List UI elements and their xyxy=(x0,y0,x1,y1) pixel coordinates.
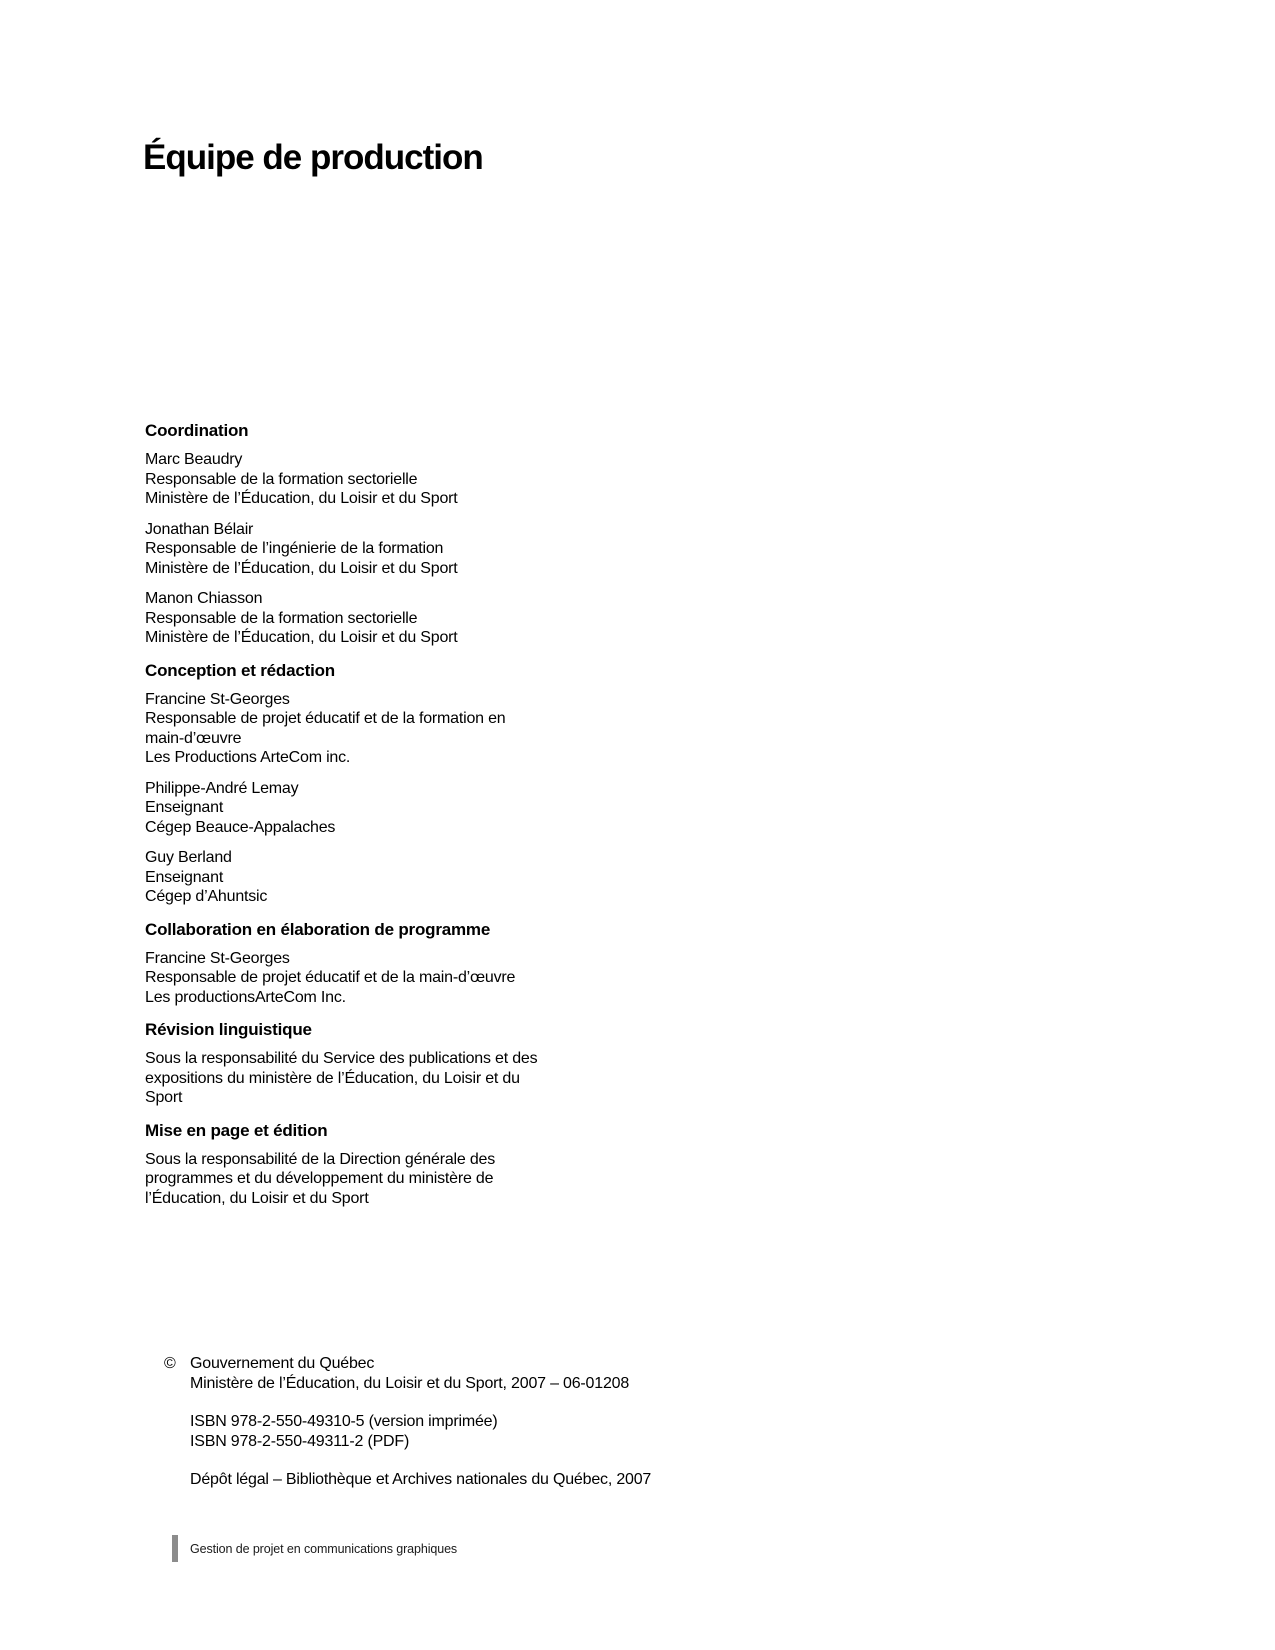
credit-role: Responsable de projet éducatif et de la formation en xyxy=(145,710,506,727)
credit-role: Responsable de projet éducatif et de la main-d’œuvre xyxy=(145,969,516,986)
isbn-pdf: ISBN 978-2-550-49311-2 (PDF) xyxy=(190,1432,410,1450)
credit-org: Cégep Beauce-Appalaches xyxy=(145,818,336,836)
credit-text: Sous la responsabilité du Service des publications et des xyxy=(145,1050,538,1067)
credit-name: Guy Berland xyxy=(145,849,232,866)
copyright-ministry: Ministère de l’Éducation, du Loisir et du Sport, 2007 – 06-01208 xyxy=(190,1374,630,1392)
section-heading-conception: Conception et rédaction xyxy=(145,660,335,680)
copyright-owner: Gouvernement du Québec xyxy=(190,1355,375,1372)
credit-org: Ministère de l’Éducation, du Loisir et du Sport xyxy=(145,629,458,646)
credit-name: Philippe-André Lemay xyxy=(145,779,299,797)
credit-text: Sport xyxy=(145,1089,183,1106)
credit-entry xyxy=(145,589,557,648)
credit-text: programmes et du développement du ministère de xyxy=(145,1170,494,1187)
isbn-print: ISBN 978-2-550-49310-5 (version imprimée) xyxy=(190,1413,498,1430)
credit-role: Responsable de l’ingénierie de la formation xyxy=(145,540,444,557)
credit-text: expositions du ministère de l’Éducation, du Loisir et du xyxy=(145,1069,520,1087)
credit-name: Jonathan Bélair xyxy=(145,520,254,538)
credit-org: Les productionsArteCom Inc. xyxy=(145,988,346,1006)
credit-entry xyxy=(145,848,557,907)
credit-name: Francine St-Georges xyxy=(145,949,290,967)
legal-deposit: Dépôt légal – Bibliothèque et Archives nationales du Québec, 2007 xyxy=(190,1471,652,1488)
footer-document-title: Gestion de projet en communications graphiques xyxy=(190,1541,458,1556)
section-heading-revision: Révision linguistique xyxy=(145,1020,312,1039)
credit-name: Marc Beaudry xyxy=(145,451,243,468)
credit-name: Manon Chiasson xyxy=(145,590,263,607)
credit-role: Responsable de la formation sectorielle xyxy=(145,609,418,627)
credit-org: Les Productions ArteCom inc. xyxy=(145,749,351,766)
copyright-symbol: © xyxy=(164,1355,176,1372)
credit-entry xyxy=(145,520,557,579)
section-heading-collaboration: Collaboration en élaboration de programme xyxy=(145,919,491,939)
credit-org: Ministère de l’Éducation, du Loisir et du Sport xyxy=(145,490,458,507)
credits-content xyxy=(145,421,557,1219)
footer-accent-bar xyxy=(172,1535,178,1562)
credit-entry xyxy=(145,1049,557,1108)
section-heading-coordination: Coordination xyxy=(145,421,249,440)
credit-entry xyxy=(145,949,557,1008)
page-title: Équipe de production xyxy=(143,138,483,177)
copyright-text xyxy=(190,1354,629,1393)
isbn-block xyxy=(190,1412,651,1451)
credit-role: Responsable de la formation sectorielle xyxy=(145,470,418,488)
credit-org: Ministère de l’Éducation, du Loisir et du Sport xyxy=(145,559,458,577)
credit-entry xyxy=(145,450,557,509)
copyright-block xyxy=(164,1354,651,1491)
credit-entry xyxy=(145,779,557,838)
credit-role: Enseignant xyxy=(145,868,224,886)
section-heading-mise-en-page: Mise en page et édition xyxy=(145,1120,328,1140)
credit-role-cont: main-d’œuvre xyxy=(145,729,242,747)
credit-role: Enseignant xyxy=(145,799,224,816)
credit-entry xyxy=(145,690,557,768)
credit-text: Sous la responsabilité de la Direction générale des xyxy=(145,1150,496,1168)
credit-text: l’Éducation, du Loisir et du Sport xyxy=(145,1189,369,1207)
copyright-row xyxy=(164,1354,651,1393)
credit-entry xyxy=(145,1150,557,1209)
credit-name: Francine St-Georges xyxy=(145,690,290,708)
page-footer xyxy=(172,1535,457,1562)
credit-org: Cégep d’Ahuntsic xyxy=(145,888,268,905)
